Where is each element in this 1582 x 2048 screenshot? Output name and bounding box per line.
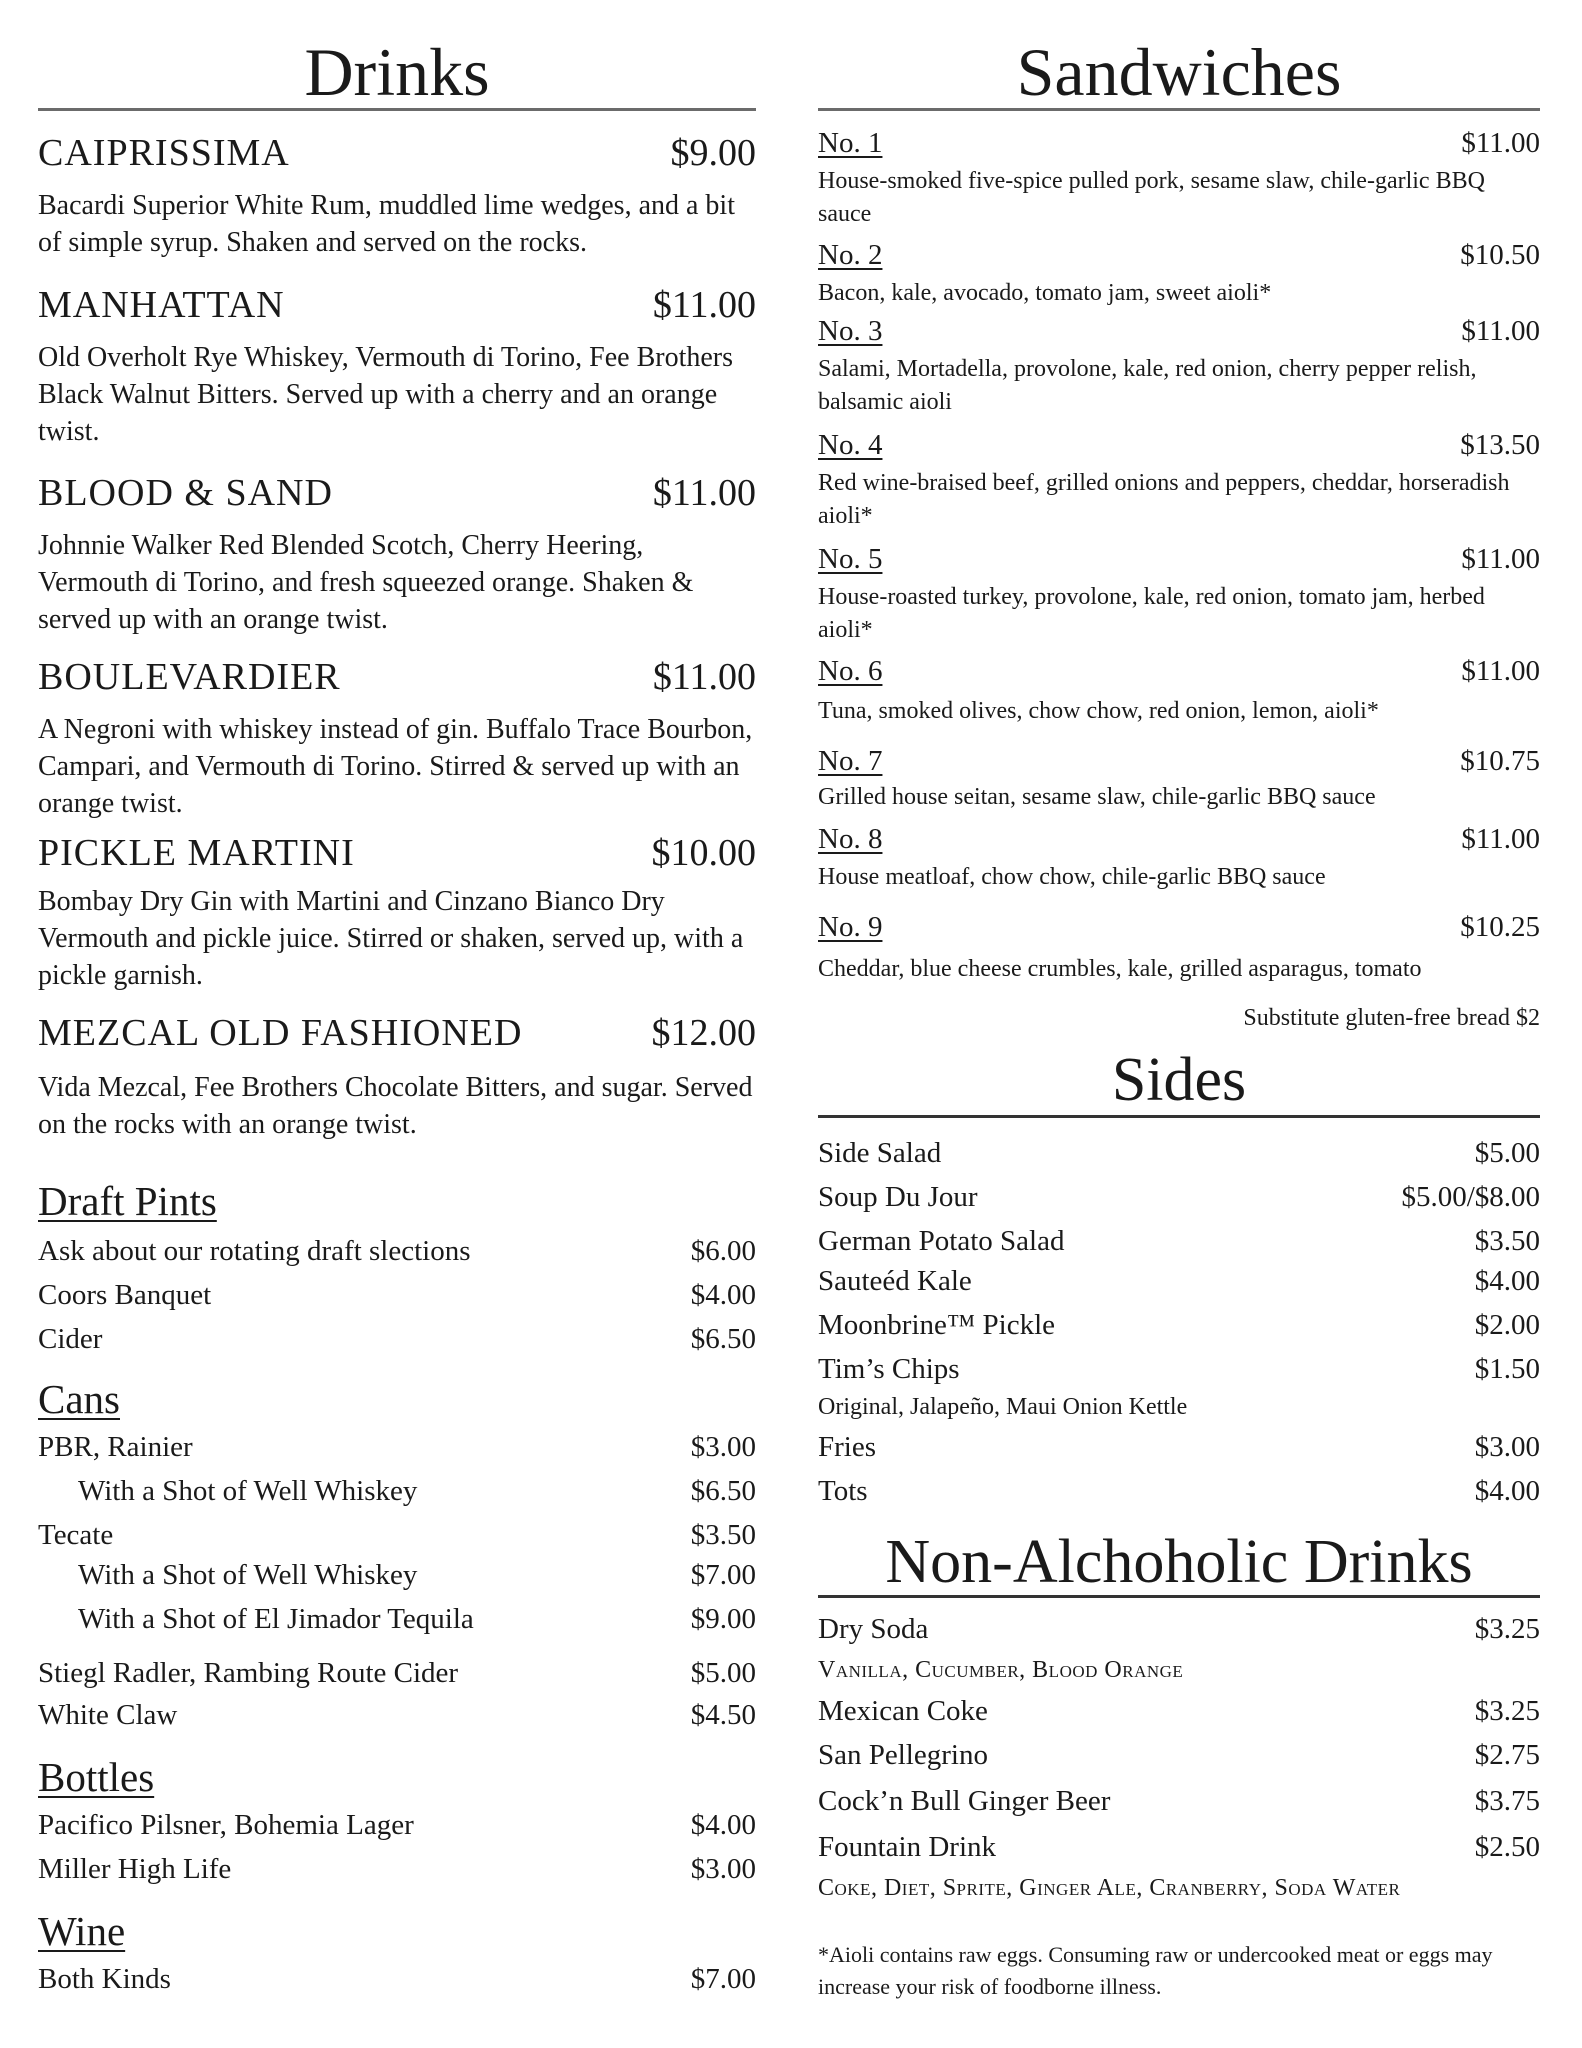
item-price: $4.00	[1474, 1265, 1540, 1297]
cocktail-price: $11.00	[652, 472, 756, 514]
sandwich-price: $10.50	[1460, 239, 1540, 271]
item-label: Tots	[818, 1475, 868, 1507]
item-label: Fountain Drink	[818, 1831, 997, 1863]
item-label: Pacifico Pilsner, Bohemia Lager	[38, 1809, 414, 1841]
item-price: $3.50	[690, 1519, 756, 1551]
item-label: Coors Banquet	[38, 1279, 212, 1311]
wine-heading: Wine	[38, 1908, 126, 1954]
sandwich-name: No. 4	[818, 429, 883, 461]
sandwich-description: House meatloaf, chow chow, chile-garlic BBQ sauce	[818, 864, 1326, 890]
item-price: $2.75	[1474, 1739, 1540, 1771]
item-label: Sauteéd Kale	[818, 1265, 972, 1297]
item-price: $6.50	[690, 1475, 756, 1507]
item-label: With a Shot of Well Whiskey	[78, 1559, 418, 1591]
sandwich-description: Grilled house seitan, sesame slaw, chile-garlic BBQ sauce	[818, 784, 1376, 810]
item-price: $4.00	[690, 1809, 756, 1841]
sandwich-price: $10.75	[1460, 745, 1540, 777]
cocktail-name: CAIPRISSIMA	[38, 132, 290, 174]
non-alcoholic-heading: Non-Alchoholic Drinks	[885, 1528, 1473, 1596]
item-label: Side Salad	[818, 1137, 942, 1169]
drinks-body	[38, 111, 756, 1995]
bottles-heading: Bottles	[38, 1754, 155, 1800]
item-label: Soup Du Jour	[818, 1181, 978, 1213]
cocktail-price: $9.00	[670, 132, 756, 174]
item-price: $3.50	[1474, 1225, 1540, 1257]
item-label: With a Shot of Well Whiskey	[78, 1475, 418, 1507]
sandwich-description: House-smoked five-spice pulled pork, sesame slaw, chile-garlic BBQ sauce	[818, 168, 1485, 227]
item-label: Miller High Life	[38, 1853, 232, 1885]
item-price: $1.50	[1474, 1353, 1540, 1385]
sandwich-price: $13.50	[1460, 429, 1540, 461]
item-price: $5.00	[690, 1657, 756, 1689]
drinks-column	[38, 0, 756, 1995]
sides-heading-rule	[818, 1115, 1540, 1118]
cocktail-name: MANHATTAN	[38, 284, 285, 326]
sides-heading: Sides	[1111, 1046, 1247, 1114]
sandwich-description: House-roasted turkey, provolone, kale, red onion, tomato jam, herbed aioli*	[818, 584, 1485, 643]
cocktail-price: $12.00	[651, 1012, 756, 1054]
sandwich-price: $11.00	[1461, 823, 1540, 855]
sandwich-price: $11.00	[1461, 655, 1540, 687]
item-price: $6.00	[690, 1235, 756, 1267]
item-label: Cock’n Bull Ginger Beer	[818, 1785, 1111, 1817]
item-price: $7.00	[690, 1559, 756, 1591]
sandwich-name: No. 8	[818, 823, 883, 855]
non-alcoholic-heading-rule	[818, 1595, 1540, 1598]
cocktail-name: PICKLE MARTINI	[38, 832, 355, 874]
sandwich-name: No. 6	[818, 655, 883, 687]
item-price: $3.25	[1474, 1695, 1540, 1727]
cocktail-name: BLOOD & SAND	[38, 472, 333, 514]
sandwich-name: No. 2	[818, 239, 883, 271]
cocktail-description: Vida Mezcal, Fee Brothers Chocolate Bitters, and sugar. Served on the rocks with an orange twist.	[38, 1072, 753, 1140]
item-label: San Pellegrino	[818, 1739, 988, 1771]
item-label: Both Kinds	[38, 1963, 171, 1995]
item-label: Cider	[38, 1323, 103, 1355]
item-price: $3.00	[690, 1431, 756, 1463]
sandwich-name: No. 7	[818, 745, 883, 777]
item-label: German Potato Salad	[818, 1225, 1065, 1257]
fountain-flavors: Coke, Diet, Sprite, Ginger Ale, Cranberry, Soda Water	[818, 1875, 1401, 1901]
cocktail-price: $10.00	[651, 832, 756, 874]
cocktail-description: A Negroni with whiskey instead of gin. Buffalo Trace Bourbon, Campari, and Vermouth di Torino. Stirred & served up with an orange twist.	[38, 714, 753, 819]
drinks-heading: Drinks	[304, 34, 490, 110]
sandwich-name: No. 9	[818, 911, 883, 943]
sandwich-description: Salami, Mortadella, provolone, kale, red onion, cherry pepper relish, balsamic aioli	[818, 356, 1477, 415]
cans-heading: Cans	[38, 1376, 120, 1422]
item-price: $2.00	[1474, 1309, 1540, 1341]
sandwich-description: Tuna, smoked olives, chow chow, red onion, lemon, aioli*	[818, 698, 1379, 724]
item-price: $4.00	[690, 1279, 756, 1311]
sandwich-price: $11.00	[1461, 315, 1540, 347]
gluten-free-note: Substitute gluten-free bread $2	[1243, 1005, 1540, 1031]
item-label: PBR, Rainier	[38, 1431, 193, 1463]
food-column	[818, 0, 1540, 1999]
item-price: $3.25	[1474, 1613, 1540, 1645]
sandwich-name: No. 3	[818, 315, 883, 347]
item-price: $4.50	[690, 1699, 756, 1731]
item-price: $3.00	[1474, 1431, 1540, 1463]
item-price: $3.75	[1474, 1785, 1540, 1817]
cocktail-description: Bacardi Superior White Rum, muddled lime wedges, and a bit of simple syrup. Shaken and served on the rocks.	[38, 190, 735, 258]
item-price: $4.00	[1474, 1475, 1540, 1507]
item-label: Mexican Coke	[818, 1695, 988, 1727]
sandwich-name: No. 5	[818, 543, 883, 575]
cocktail-description: Bombay Dry Gin with Martini and Cinzano Bianco Dry Vermouth and pickle juice. Stirred or shaken, served up, with a pickle garnish.	[38, 886, 744, 991]
cocktail-price: $11.00	[652, 656, 756, 698]
item-label: Ask about our rotating draft slections	[38, 1235, 471, 1267]
sandwich-description: Red wine-braised beef, grilled onions and peppers, cheddar, horseradish aioli*	[818, 470, 1510, 529]
item-price: $7.00	[690, 1963, 756, 1995]
item-label: White Claw	[38, 1699, 178, 1731]
cocktail-name: MEZCAL OLD FASHIONED	[38, 1012, 523, 1054]
chips-flavors-note: Original, Jalapeño, Maui Onion Kettle	[818, 1394, 1188, 1420]
sandwich-description: Bacon, kale, avocado, tomato jam, sweet aioli*	[818, 280, 1272, 306]
item-label: Fries	[818, 1431, 876, 1463]
sandwich-name: No. 1	[818, 127, 883, 159]
item-label: With a Shot of El Jimador Tequila	[78, 1603, 474, 1635]
sandwich-price: $10.25	[1460, 911, 1540, 943]
sandwich-description: Cheddar, blue cheese crumbles, kale, grilled asparagus, tomato	[818, 956, 1422, 982]
item-price: $6.50	[690, 1323, 756, 1355]
item-price: $3.00	[690, 1853, 756, 1885]
item-price: $5.00/$8.00	[1401, 1181, 1540, 1213]
sandwiches-heading: Sandwiches	[1016, 34, 1342, 110]
dry-soda-flavors: Vanilla, Cucumber, Blood Orange	[818, 1657, 1184, 1683]
sandwich-price: $11.00	[1461, 127, 1540, 159]
cocktail-name: BOULEVARDIER	[38, 656, 341, 698]
item-label: Moonbrine™ Pickle	[818, 1309, 1056, 1341]
food-body	[818, 111, 1540, 1999]
sandwich-price: $11.00	[1461, 543, 1540, 575]
item-price: $2.50	[1474, 1831, 1540, 1863]
item-label: Dry Soda	[818, 1613, 929, 1645]
cocktail-description: Johnnie Walker Red Blended Scotch, Cherry Heering, Vermouth di Torino, and fresh squeezed orange. Shaken & served up with an orange twist.	[38, 530, 694, 635]
draft-pints-heading: Draft Pints	[38, 1178, 217, 1224]
aioli-footnote: *Aioli contains raw eggs. Consuming raw or undercooked meat or eggs may increase your risk of foodborne illness.	[818, 1942, 1493, 1999]
item-label: Tim’s Chips	[818, 1353, 960, 1385]
cocktail-description: Old Overholt Rye Whiskey, Vermouth di Torino, Fee Brothers Black Walnut Bitters. Served up with a cherry and an orange twist.	[38, 342, 734, 447]
item-label: Stiegl Radler, Rambing Route Cider	[38, 1657, 459, 1689]
item-price: $5.00	[1474, 1137, 1540, 1169]
cocktail-price: $11.00	[652, 284, 756, 326]
item-label: Tecate	[38, 1519, 114, 1551]
item-price: $9.00	[690, 1603, 756, 1635]
